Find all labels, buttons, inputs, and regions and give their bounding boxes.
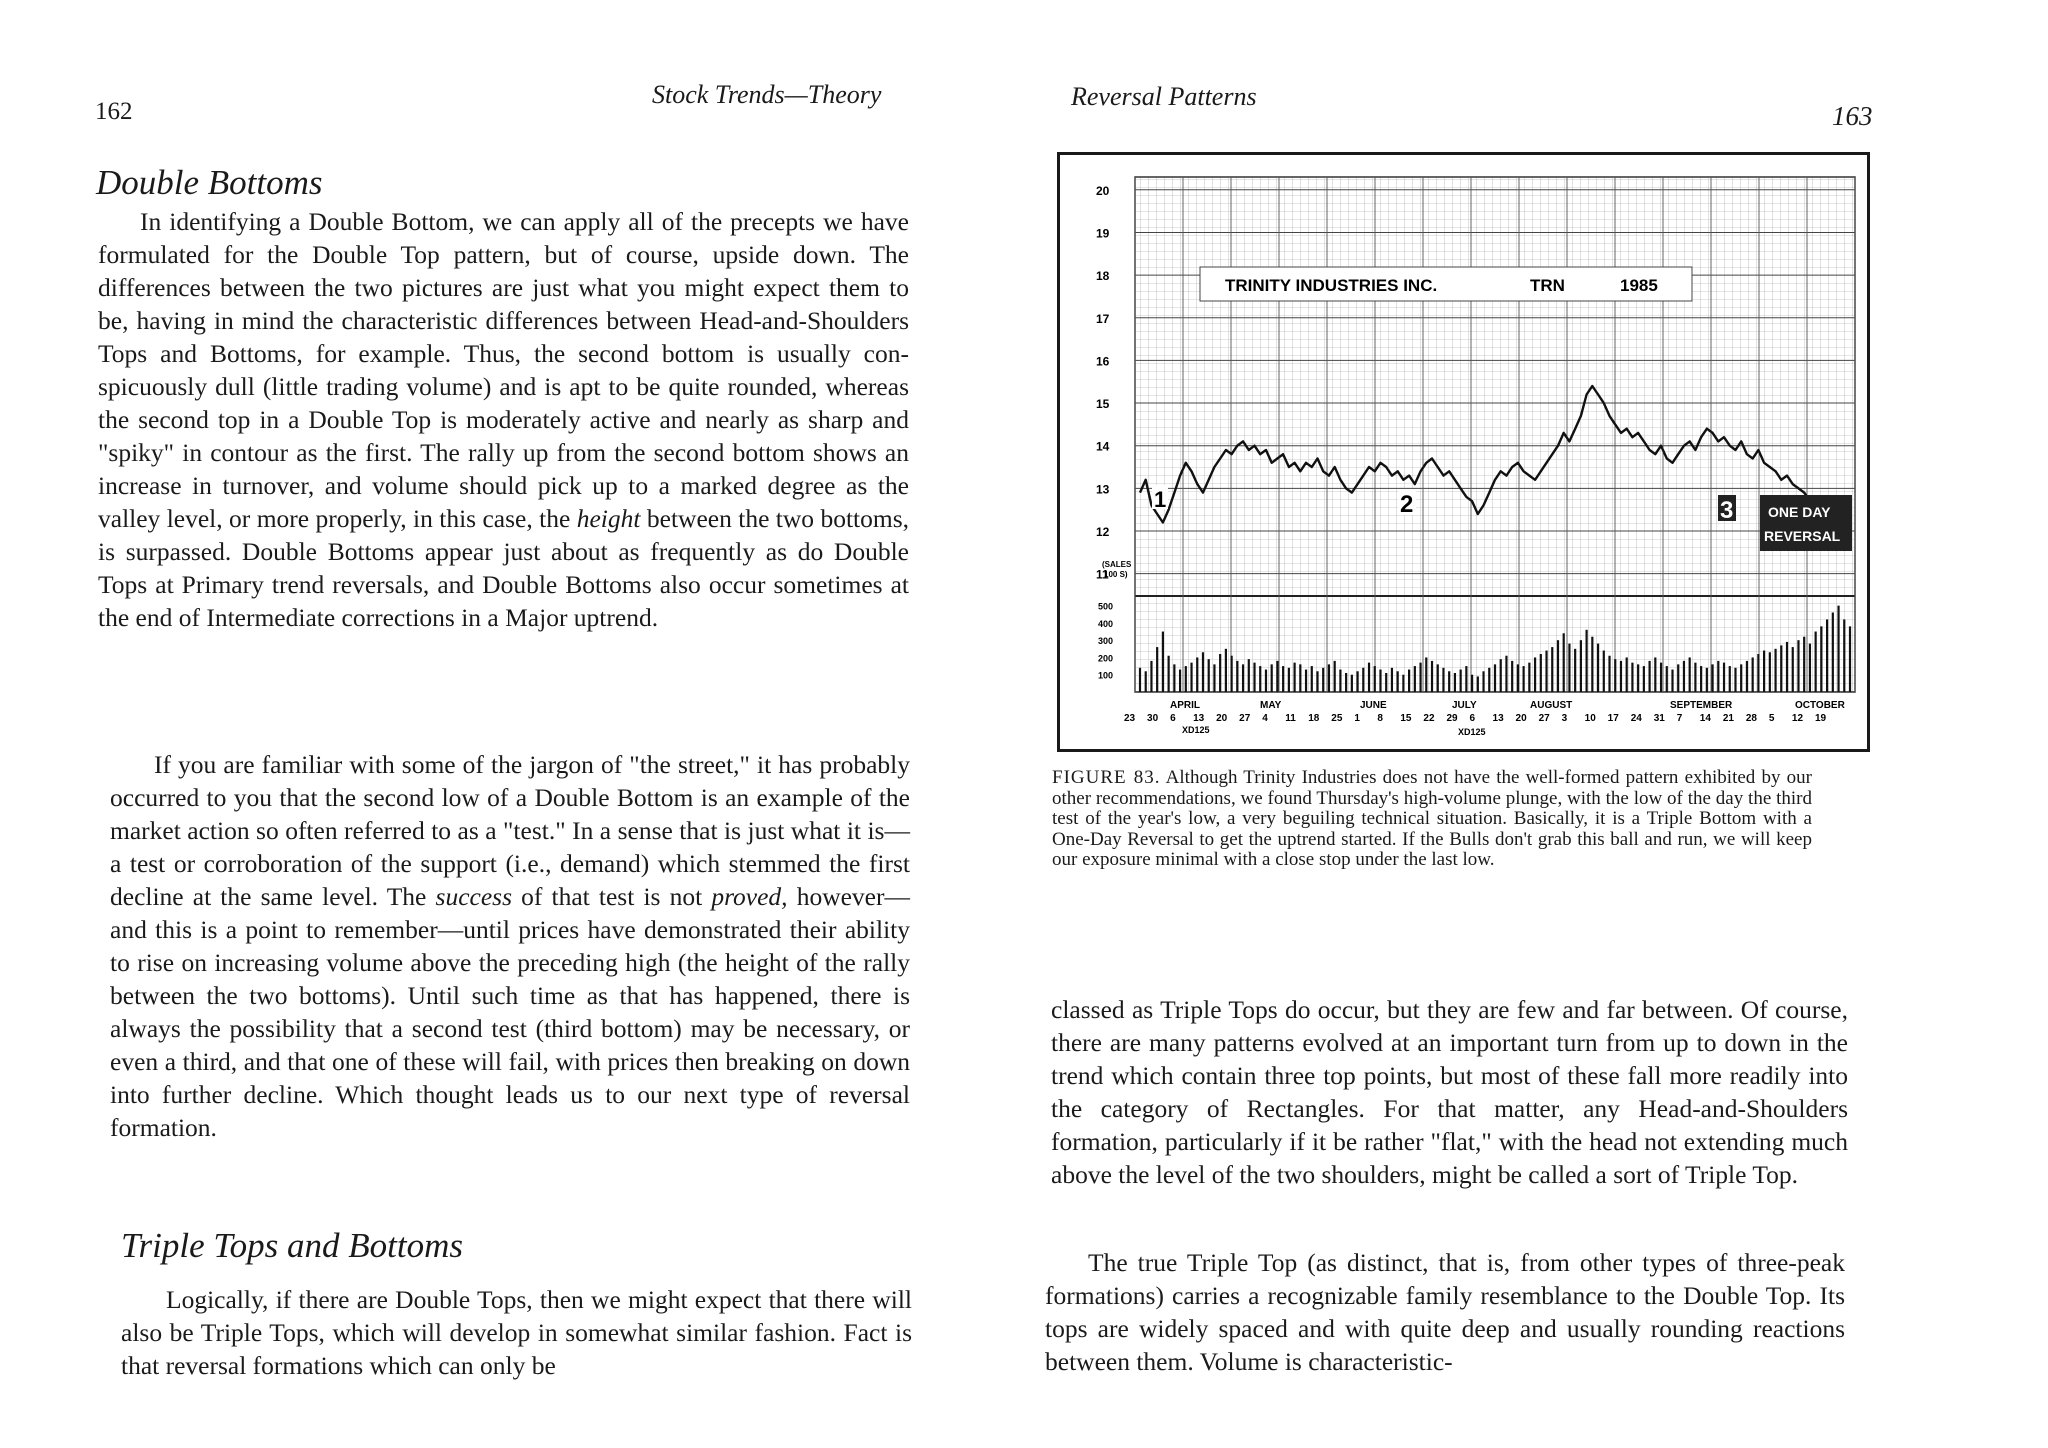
y-tick-label: 13 xyxy=(1096,482,1110,497)
volume-label-top: (SALES xyxy=(1102,560,1132,569)
bottom-marker-3: 3 xyxy=(1720,497,1734,524)
annotation-one-day: ONE DAY xyxy=(1768,504,1831,520)
date-tick-label: 21 xyxy=(1722,713,1734,724)
date-tick-label: 23 xyxy=(1124,713,1136,724)
heading-double-bottoms: Double Bottoms xyxy=(96,163,323,202)
month-label: JULY xyxy=(1452,700,1477,711)
volume-tick-label: 300 xyxy=(1098,636,1114,647)
date-tick-label: 13 xyxy=(1193,713,1205,724)
left-paragraph-3: Logically, if there are Double Tops, then we might expect that there will also be Triple Tops, which will develop in somewhat similar fashion. Fact is that reversal formations which can only be xyxy=(121,1285,912,1380)
date-tick-label: 6 xyxy=(1469,713,1476,724)
ex-dividend-label: XD125 xyxy=(1182,725,1210,735)
left-paragraph-2: If you are familiar with some of the jargon of "the street," it has probably occurred to you that the second low of a Double Bottom is an example of the market action so often referred to as a "test." In a sense that is just what it is—a test or corroboration of the support (i.e., demand) which stemmed the first decline at the same level. The success of that test is not proved, however—and this is a point to remember—until prices have demonstrated their ability to rise on increasing volume above the preceding high (the height of the rally between the two bottoms). Until such time as that has happened, there is always the possibility that a second test (third bottom) may be necessary, or even a third, and that one of these will fail, with prices then breaking on down into further decline. Which thought leads us to our next type of reversal formation. xyxy=(110,750,910,1142)
date-tick-label: 10 xyxy=(1584,713,1596,724)
date-tick-label: 6 xyxy=(1170,713,1176,724)
date-tick-label: 8 xyxy=(1377,713,1383,724)
date-tick-label: 19 xyxy=(1814,713,1827,724)
volume-tick-label: 100 xyxy=(1098,670,1114,681)
y-tick-label: 11 xyxy=(1096,567,1109,582)
date-tick-label: 1 xyxy=(1354,713,1360,724)
date-tick-label: 31 xyxy=(1653,713,1665,724)
date-tick-label: 20 xyxy=(1515,713,1527,724)
y-tick-label: 15 xyxy=(1096,397,1110,412)
date-tick-label: 24 xyxy=(1630,713,1642,724)
y-tick-label: 19 xyxy=(1096,226,1110,241)
date-tick-label: 27 xyxy=(1239,713,1251,724)
date-tick-label: 14 xyxy=(1699,713,1711,724)
date-tick-label: 28 xyxy=(1745,713,1757,724)
month-label: OCTOBER xyxy=(1795,700,1845,711)
y-tick-label: 14 xyxy=(1096,439,1110,454)
right-paragraph-1: classed as Triple Tops do occur, but they are few and far between. Of course, there are many patterns evolved at an important turn from up to down in the trend which contain three top points, but most of these fall more readily into the category of Rectangles. For that matter, any Head-and-Shoulders formation, particularly if it be rather "flat," with the head not extending much above the level of the two shoulders, might be called a sort of Triple Top. xyxy=(1051,995,1848,1189)
right-paragraph-2: The true Triple Top (as distinct, that is, from other types of three-peak formations) carries a recognizable family resemblance to the Double Top. Its tops are widely spaced and with quite deep and usually rounding reactions between them. Volume is characteristic- xyxy=(1045,1248,1845,1376)
date-tick-label: 15 xyxy=(1400,713,1412,724)
chart-ticker: TRN xyxy=(1530,276,1565,295)
annotation-reversal: REVERSAL xyxy=(1764,528,1841,544)
date-tick-label: 5 xyxy=(1768,713,1775,724)
date-tick-label: 12 xyxy=(1791,713,1804,724)
chart-grid xyxy=(1135,177,1855,692)
bottom-marker-2: 2 xyxy=(1400,491,1414,518)
date-tick-label: 11 xyxy=(1285,713,1296,724)
figure-label: FIGURE 83. xyxy=(1052,767,1161,788)
date-tick-label: 29 xyxy=(1446,713,1458,724)
date-tick-label: 17 xyxy=(1607,713,1619,724)
date-tick-label: 4 xyxy=(1262,713,1268,724)
right-page-number: 163 xyxy=(1832,101,1873,131)
bottom-marker-1: 1 xyxy=(1154,487,1167,512)
date-tick-label: 3 xyxy=(1561,713,1568,724)
chart-year: 1985 xyxy=(1620,276,1658,295)
date-tick-label: 18 xyxy=(1308,713,1320,724)
date-tick-label: 13 xyxy=(1492,713,1504,724)
month-label: APRIL xyxy=(1170,700,1200,711)
volume-tick-label: 200 xyxy=(1098,653,1114,664)
month-label: MAY xyxy=(1260,700,1282,711)
y-tick-label: 18 xyxy=(1096,269,1110,284)
heading-triple-tops: Triple Tops and Bottoms xyxy=(121,1226,463,1265)
date-tick-label: 30 xyxy=(1147,713,1159,724)
date-tick-label: 20 xyxy=(1216,713,1228,724)
y-tick-label: 12 xyxy=(1096,525,1110,540)
volume-divider xyxy=(1135,595,1855,597)
figure-83-chart xyxy=(1057,152,1870,752)
left-running-head: Stock Trends—Theory xyxy=(652,80,882,109)
volume-tick-label: 500 xyxy=(1098,601,1114,612)
date-tick-label: 25 xyxy=(1331,713,1343,724)
month-label: AUGUST xyxy=(1530,700,1573,711)
chart-title: TRINITY INDUSTRIES INC. xyxy=(1225,276,1438,295)
y-tick-label: 16 xyxy=(1096,354,1110,369)
date-tick-label: 27 xyxy=(1538,713,1550,724)
figure-caption: FIGURE 83. Although Trinity Industries does not have the well-formed pattern exhibited by our other recommendations, we found Thursday's high-volume plunge, with the low of the day the third test of the year's low, a very beguiling technical situation. Basically, it is a Triple Bottom with a One-Day Reversal to get the uptrend started. If the Bulls don't grab this ball and run, we will keep our exposure minimal with a close stop under the last low. xyxy=(1052,767,1812,870)
volume-tick-label: 400 xyxy=(1098,618,1114,629)
y-tick-label: 20 xyxy=(1096,183,1110,198)
left-paragraph-1: In identifying a Double Bottom, we can apply all of the precepts we have formulated for the Double Top pattern, but of course, upside down. The differences between the two pictures are just what you might expect them to be, having in mind the characteristic differences between Head-and-Shoulders Tops and Bottoms, for example. Thus, the second bottom is usually conspicuously dull (little trading volume) and is apt to be quite rounded, whereas the second top in a Double Top is moderately active and nearly as sharp and "spiky" in contour as the first. The rally up from the second bottom shows an increase in turnover, and volume should pick up to a marked degree as the valley level, or more properly, in this case, the height between the two bottoms, is surpassed. Double Bottoms appear just about as frequently as do Double Tops at Primary trend reversals, and Double Bottoms also occur sometimes at the end of Intermediate corrections in a Major uptrend. xyxy=(98,207,909,632)
price-volume-chart xyxy=(1060,155,1867,749)
month-label: SEPTEMBER xyxy=(1670,700,1733,711)
ex-dividend-label: XD125 xyxy=(1458,727,1486,737)
month-label: JUNE xyxy=(1360,700,1387,711)
date-tick-label: 22 xyxy=(1423,713,1435,724)
y-tick-label: 17 xyxy=(1096,311,1110,326)
right-running-head: Reversal Patterns xyxy=(1071,82,1257,111)
left-page-number: 162 xyxy=(95,98,133,125)
volume-label-bottom: 100 S) xyxy=(1104,570,1128,579)
date-tick-label: 7 xyxy=(1676,713,1683,724)
